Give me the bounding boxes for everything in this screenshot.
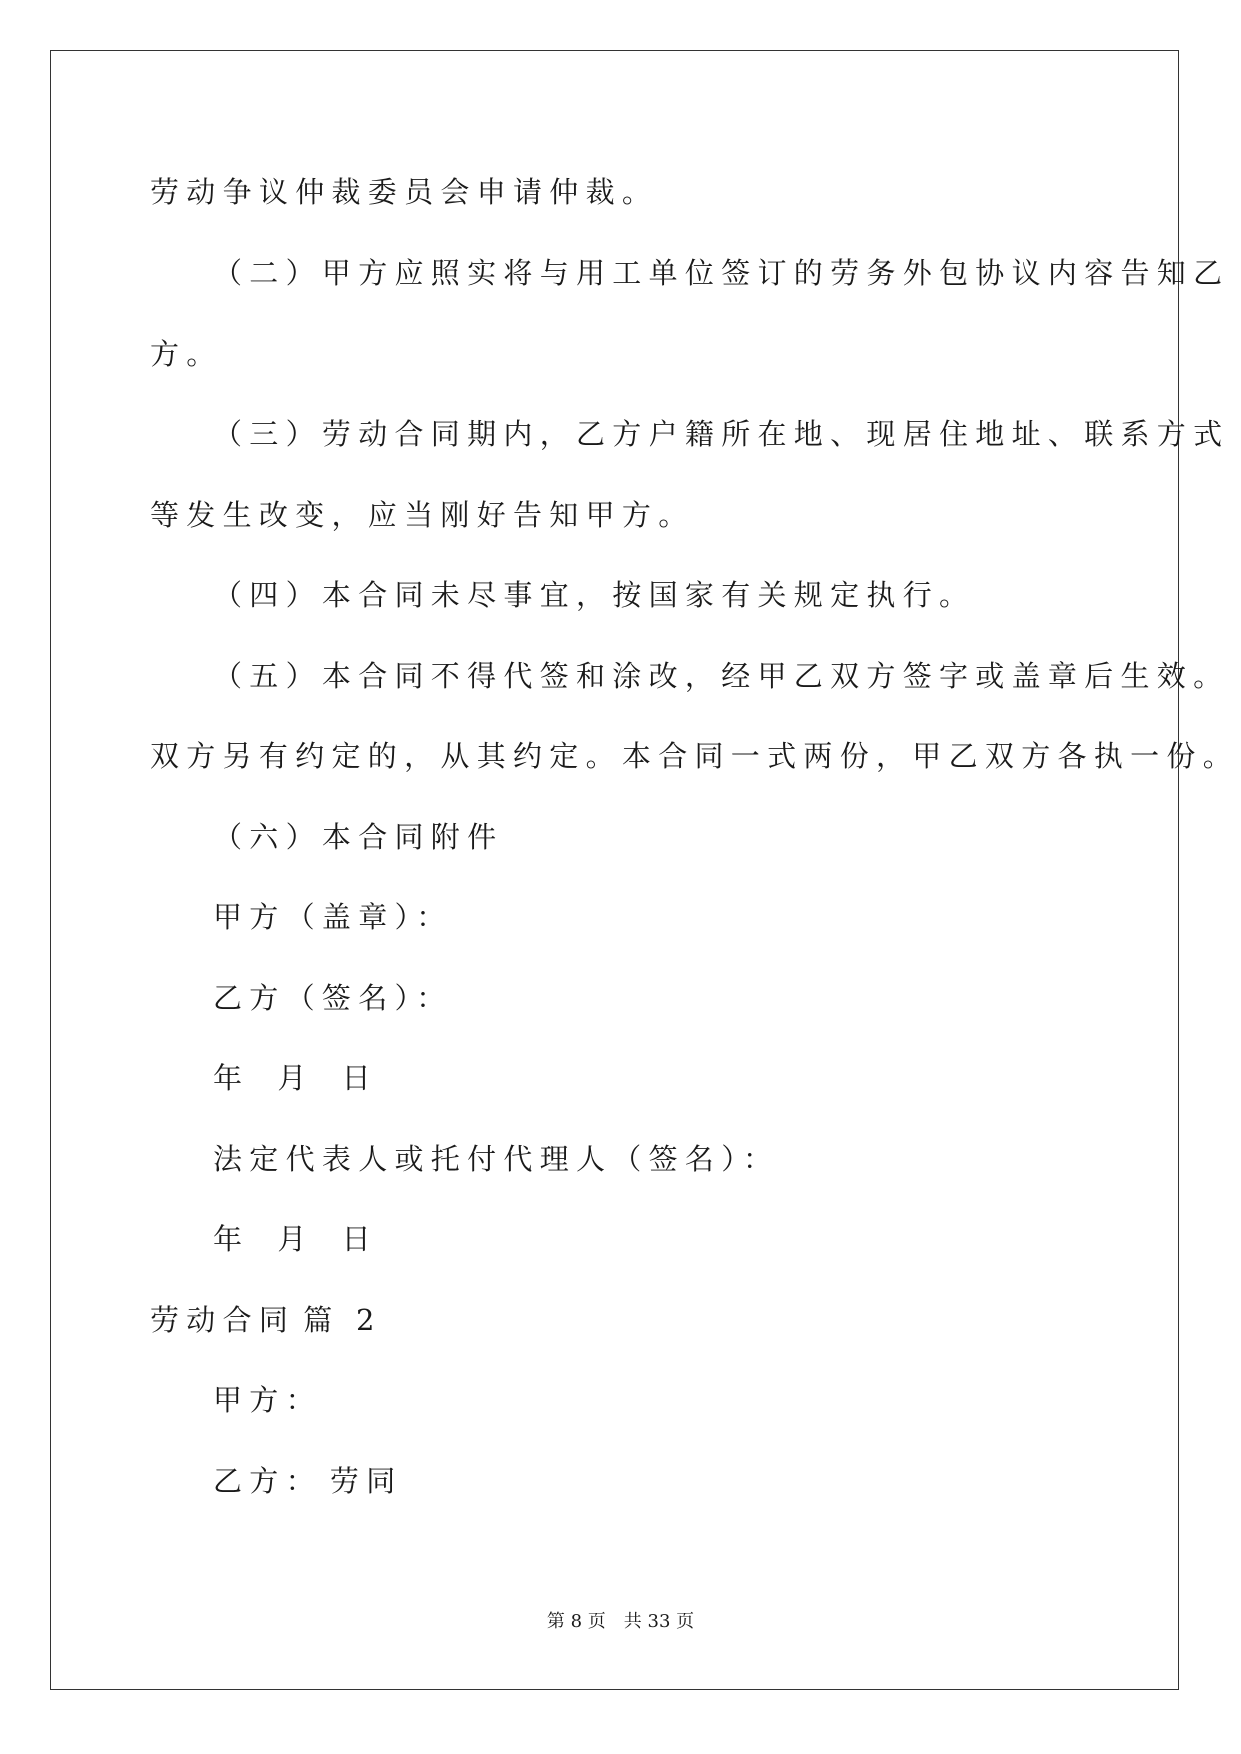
party-b-label: 乙方： xyxy=(213,1464,322,1498)
date-year: 年 xyxy=(213,1061,250,1095)
clause-2: （二）甲方应照实将与用工单位签订的劳务外包协议内容告知乙 xyxy=(213,256,1230,290)
trailing-text: 劳同 xyxy=(329,1464,403,1498)
body-line: 等发生改变，应当刚好告知甲方。 xyxy=(150,498,695,532)
date-day: 日 xyxy=(341,1222,378,1256)
body-line: 劳动争议仲裁委员会申请仲裁。 xyxy=(150,175,659,209)
body-line: 方。 xyxy=(150,337,223,371)
section-title: 劳动合同 xyxy=(150,1303,296,1337)
clause-5: （五）本合同不得代签和涂改，经甲乙双方签字或盖章后生效。 xyxy=(213,659,1230,693)
page-number: 第 8 页 xyxy=(546,1611,606,1632)
date-year: 年 xyxy=(213,1222,250,1256)
party-b-line xyxy=(213,1464,403,1498)
date-day: 日 xyxy=(341,1061,378,1095)
clause-4: （四）本合同未尽事宜，按国家有关规定执行。 xyxy=(213,578,976,612)
representative-signature-line: 法定代表人或托付代理人（签名）： xyxy=(213,1142,780,1176)
clause-6: （六）本合同附件 xyxy=(213,820,504,854)
party-b-signature-line: 乙方（签名）： xyxy=(213,981,453,1015)
date-line xyxy=(213,1061,378,1095)
section-heading xyxy=(150,1303,382,1337)
page-total: 共 33 页 xyxy=(623,1611,695,1632)
body-line: 双方另有约定的，从其约定。本合同一式两份，甲乙双方各执一份。 xyxy=(150,739,1240,773)
date-month: 月 xyxy=(277,1222,314,1256)
party-a-seal-line: 甲方（盖章）： xyxy=(213,900,453,934)
date-line xyxy=(213,1222,378,1256)
page-border xyxy=(50,50,1179,1690)
clause-3: （三）劳动合同期内，乙方户籍所在地、现居住地址、联系方式 xyxy=(213,417,1230,451)
section-number: 篇 2 xyxy=(303,1303,382,1337)
date-month: 月 xyxy=(277,1061,314,1095)
party-a-line: 甲方： xyxy=(213,1383,322,1417)
page-footer xyxy=(0,1613,1241,1631)
